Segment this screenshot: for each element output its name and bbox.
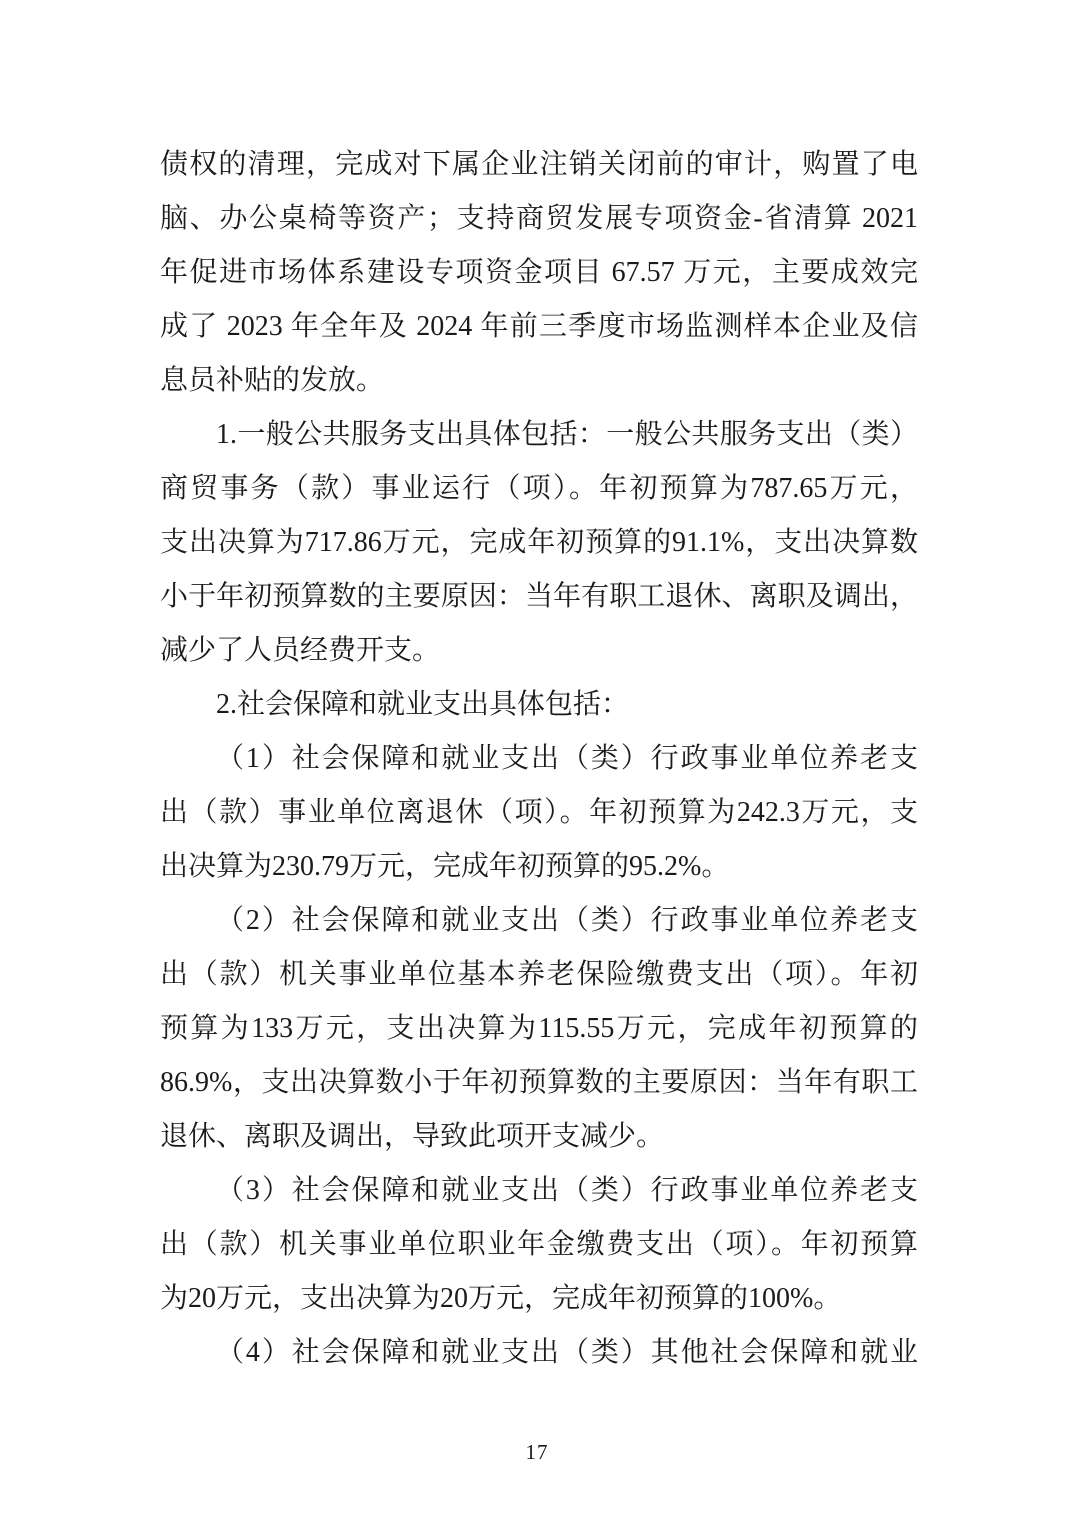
text-line: 出（款）机关事业单位职业年金缴费支出（项）。年初预算 (160, 1229, 918, 1260)
text-line: 退休、离职及调出，导致此项开支减少。 (160, 1121, 665, 1152)
text-line: 减少了人员经费开支。 (160, 635, 441, 666)
text-line: 出决算为230.79万元，完成年初预算的95.2%。 (160, 851, 730, 882)
text-line: 小于年初预算数的主要原因：当年有职工退休、离职及调出， (160, 581, 918, 612)
text-line: 2.社会保障和就业支出具体包括： (216, 689, 630, 720)
page-footer (0, 1440, 1074, 1465)
text-line: （2）社会保障和就业支出（类）行政事业单位养老支 (216, 905, 918, 936)
body-text (160, 138, 918, 1380)
text-line: 支出决算为717.86万元，完成年初预算的91.1%，支出决算数 (160, 527, 918, 558)
text-line: 债权的清理，完成对下属企业注销关闭前的审计，购置了电 (160, 149, 918, 180)
text-line: 预算为133万元，支出决算为115.55万元，完成年初预算的 (160, 1013, 918, 1044)
text-line: （1）社会保障和就业支出（类）行政事业单位养老支 (216, 743, 918, 774)
text-line: 商贸事务（款）事业运行（项）。年初预算为787.65万元， (160, 473, 918, 504)
text-line: （4）社会保障和就业支出（类）其他社会保障和就业 (216, 1337, 918, 1368)
text-line: 息员补贴的发放。 (160, 365, 385, 396)
text-line: 为20万元，支出决算为20万元，完成年初预算的100%。 (160, 1283, 842, 1314)
text-line: 86.9%，支出决算数小于年初预算数的主要原因：当年有职工 (160, 1067, 918, 1098)
text-line: 出（款）机关事业单位基本养老保险缴费支出（项）。年初 (160, 959, 918, 990)
text-line: 年促进市场体系建设专项资金项目 67.57 万元，主要成效完 (160, 257, 918, 288)
text-line: 1.一般公共服务支出具体包括：一般公共服务支出（类） (216, 419, 918, 450)
text-line: 出（款）事业单位离退休（项）。年初预算为242.3万元，支 (160, 797, 918, 828)
text-line: 成了 2023 年全年及 2024 年前三季度市场监测样本企业及信 (160, 311, 918, 342)
page-number: 17 (525, 1440, 549, 1464)
text-line: 脑、办公桌椅等资产；支持商贸发展专项资金-省清算 2021 (160, 203, 918, 234)
text-line: （3）社会保障和就业支出（类）行政事业单位养老支 (216, 1175, 918, 1206)
